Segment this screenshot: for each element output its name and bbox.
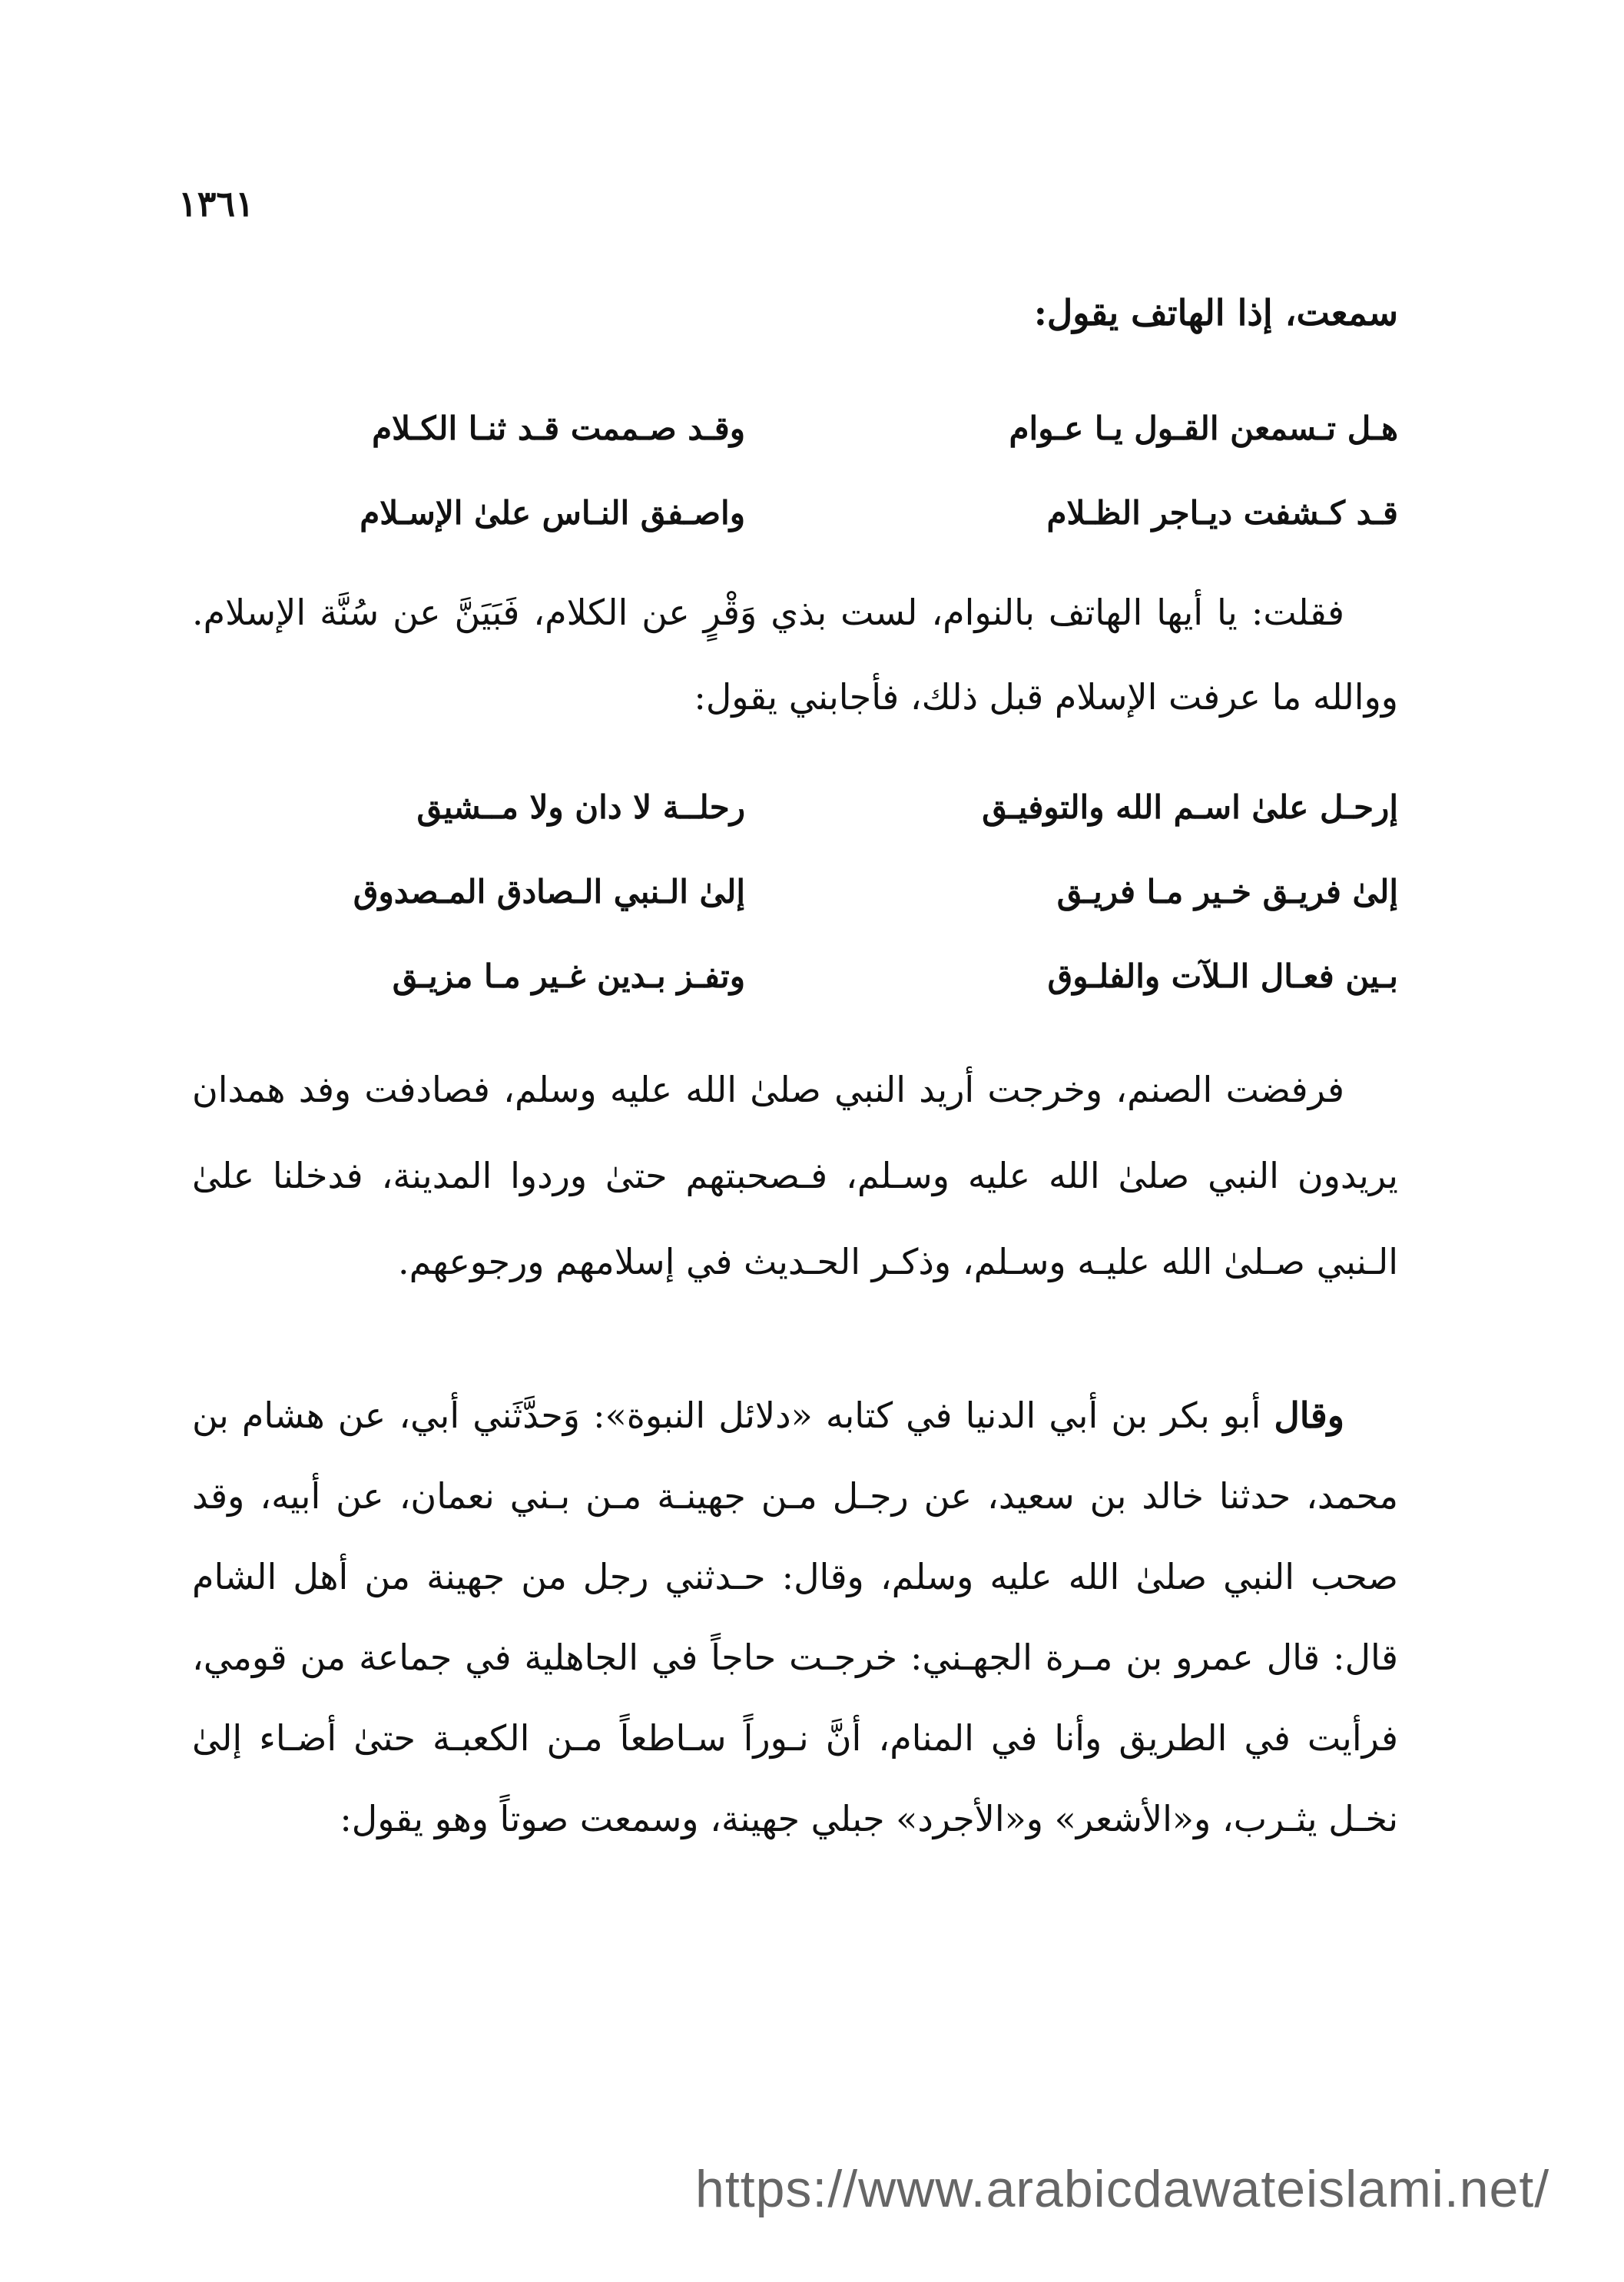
- verse-row: [192, 386, 1398, 470]
- paragraph-text: فقلت: يا أيها الهاتف بالنوام، لست بذي وَقْرٍ عن الكلام، فَبَيَنَّ عن سُنَّة الإسلام. ووالله ما عرفت الإسلام قبل ذلك، فأجابني يقول:: [192, 592, 1398, 718]
- verse-first-hemistich: إلىٰ فريـق خـير مـا فريـق: [1056, 872, 1398, 910]
- paragraph-reply: [192, 570, 1398, 739]
- verse-second-hemistich: رحلــة لا دان ولا مــشيق: [416, 788, 745, 826]
- verse-second-hemistich: وتفـز بـدين غـير مـا مزيـق: [392, 957, 745, 995]
- source-watermark: https://www.arabicdawateislami.net/: [695, 2160, 1550, 2218]
- paragraph-text: أبو بكر بن أبي الدنيا في كتابه «دلائل النبوة»: وَحدَّثَني أبي، عن هشام بن محمد، حدثنا خالد بن سعيد، عن رجـل مـن جهينـة مـن بـني نعمان، عن أبيه، وقد صحب النبي صلىٰ الله عليه وسلم، وقال: حـدثني رجل من جهينة من أهل الشام قال: قال عمرو بن مـرة الجهـني: خرجـت حاجاً في الجاهلية في جماعة من قومي، فرأيت في الطريق وأنا في المنام، أنَّ نـوراً سـاطعاً مـن الكعبـة حتىٰ أضـاء إلىٰ نخـل يثـرب، و«الأشعر» و«الأجرد» جبلي جهينة، وسمعت صوتاً وهو يقول:: [192, 1395, 1398, 1839]
- verse-row: [192, 849, 1398, 934]
- paragraph-lead-word: وقال: [1274, 1395, 1344, 1436]
- verse-row: [192, 934, 1398, 1018]
- verse-first-hemistich: إرحـل علىٰ اسـم الله والتوفيـق: [982, 788, 1398, 826]
- verse-second-hemistich: إلىٰ الـنبي الـصادق المـصدوق: [353, 872, 745, 910]
- verse-second-hemistich: واصـفق النـاس علىٰ الإسـلام: [360, 493, 745, 532]
- page-number: ١٣٦١: [178, 183, 254, 224]
- poem-first: [192, 386, 1398, 555]
- verse-first-hemistich: هـل تـسمعن القـول يـا عـوام: [1009, 409, 1398, 447]
- paragraph-second-narration: [192, 1375, 1398, 1859]
- verse-row: [192, 765, 1398, 849]
- verse-first-hemistich: قـد كـشفت ديـاجر الظـلام: [1046, 493, 1398, 532]
- intro-line: سمعت، إذا الهاتف يقول:: [1033, 292, 1398, 333]
- verse-first-hemistich: بـين فعـال الـلآت والفلـوق: [1047, 957, 1398, 995]
- paragraph-narrative: [192, 1046, 1398, 1305]
- verse-second-hemistich: وقـد صـممت قـد ثنـا الكـلام: [372, 409, 745, 447]
- paragraph-text: فرفضت الصنم، وخرجت أريد النبي صلىٰ الله عليه وسلم، فصادفت وفد همدان يريدون النبي صلىٰ الله عليه وسـلم، فـصحبتهم حتىٰ وردوا المدينة، فدخلنا علىٰ الـنبي صـلىٰ الله عليـه وسـلم، وذكـر الحـديث في إسلامهم ورجوعهم.: [192, 1069, 1398, 1282]
- verse-row: [192, 470, 1398, 555]
- poem-second: [192, 765, 1398, 1018]
